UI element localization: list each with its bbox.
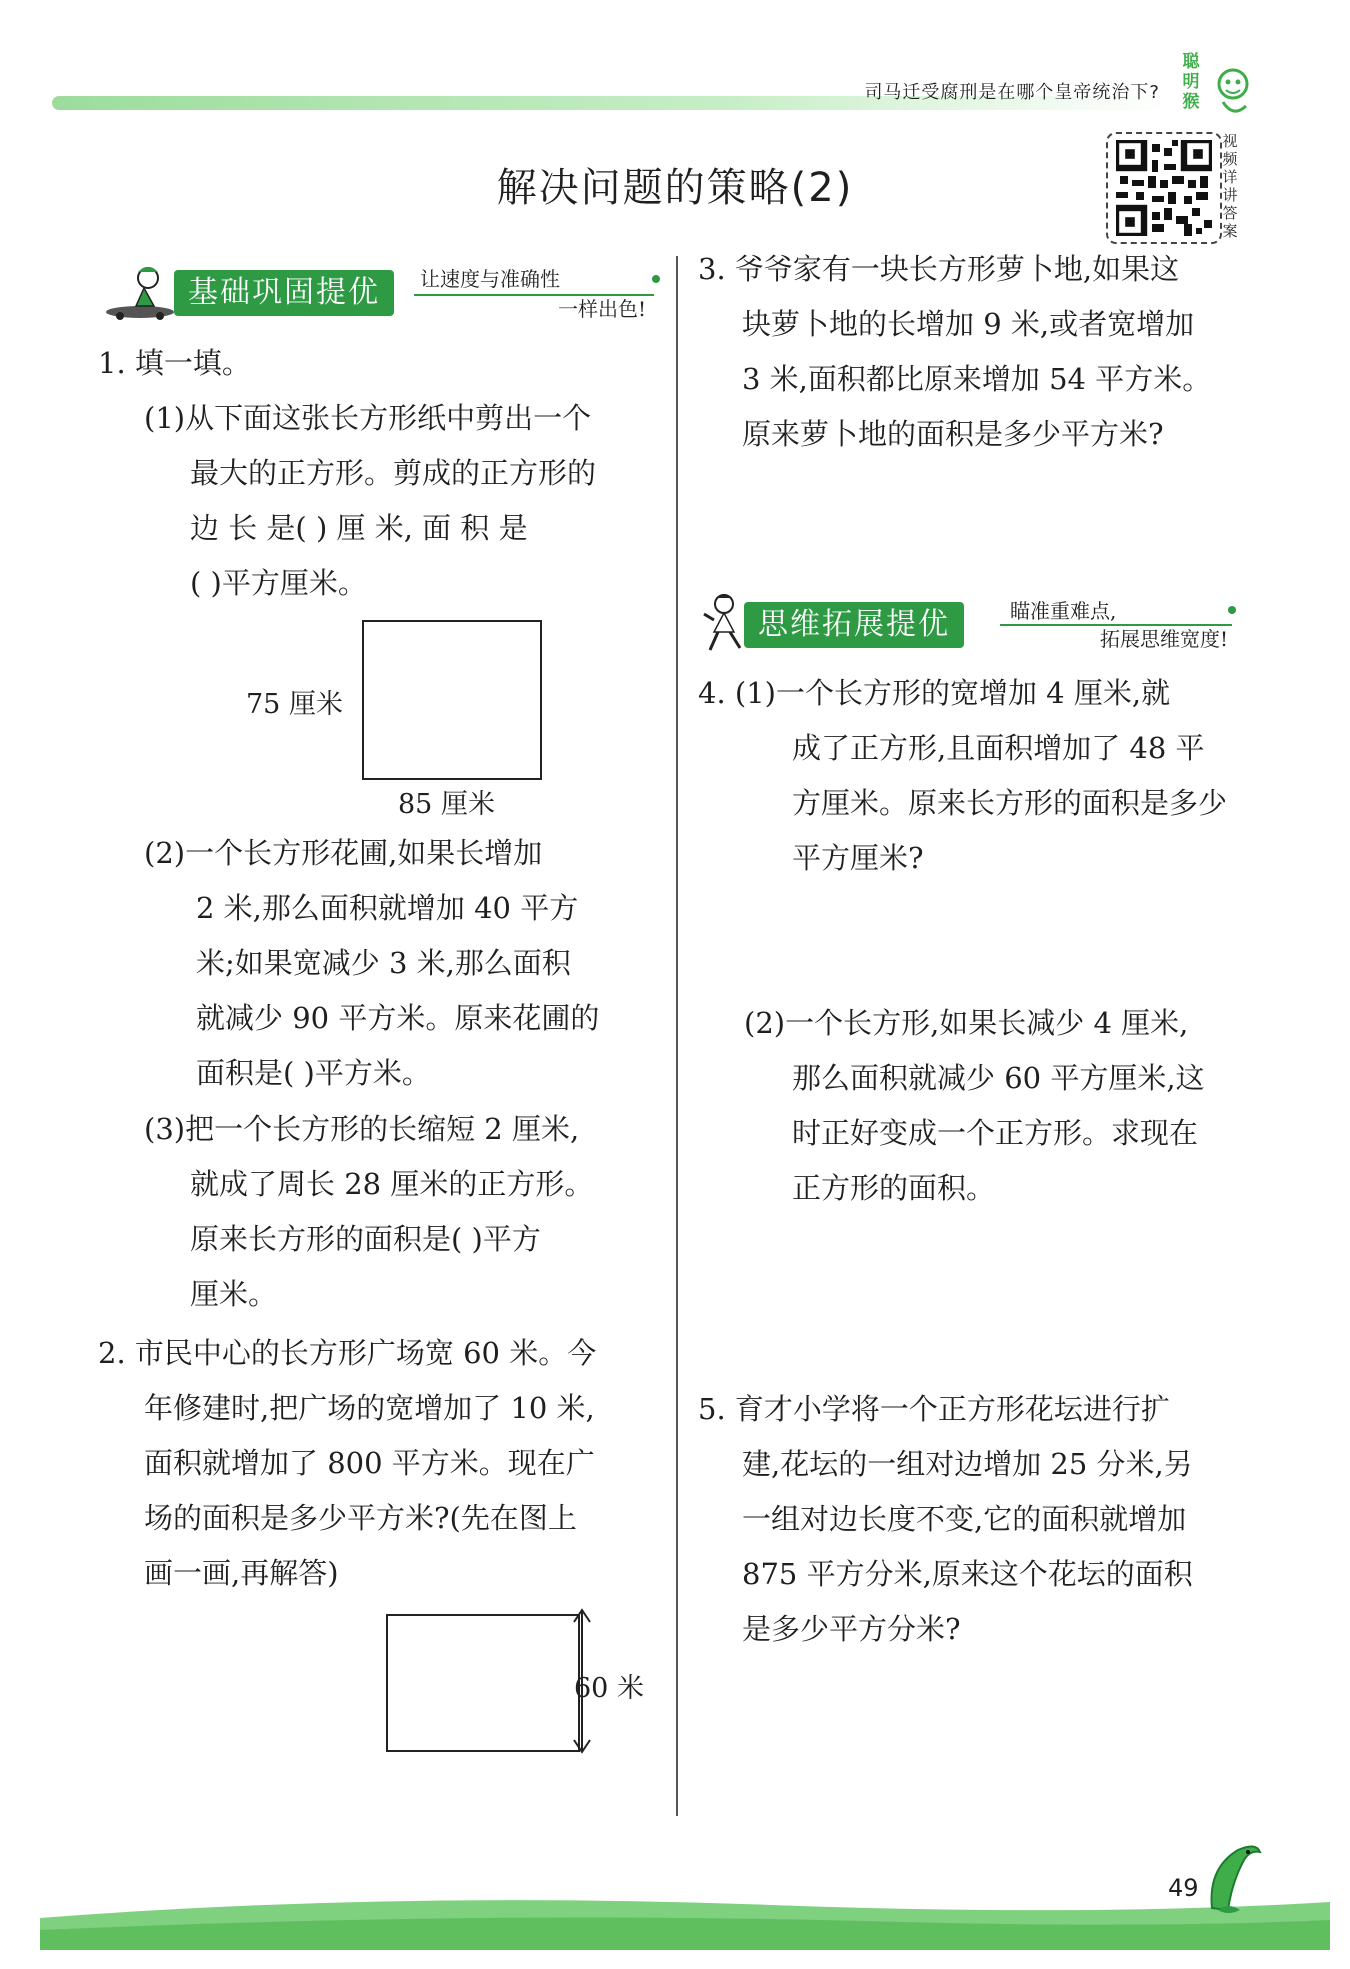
q1-2-line3: 米;如果宽减少 3 米,那么面积 (196, 946, 571, 980)
q3-line4: 原来萝卜地的面积是多少平方米? (742, 417, 1164, 451)
column-divider (676, 256, 678, 1816)
header-question: 司马迁受腐刑是在哪个皇帝统治下? (864, 82, 1160, 103)
q4-2-line2: 那么面积就减少 60 平方厘米,这 (792, 1061, 1205, 1095)
q2-line3: 面积就增加了 800 平方米。现在广 (144, 1446, 595, 1480)
section-tag-advanced-underline (1000, 624, 1232, 626)
q2-line1: 2. 市民中心的长方形广场宽 60 米。今 (98, 1336, 597, 1370)
section-tag-advanced-line2: 拓展思维宽度! (1099, 627, 1228, 651)
q1-2-line1: (2)一个长方形花圃,如果长增加 (144, 836, 543, 870)
q1-3-line3: 原来长方形的面积是( )平方 (190, 1222, 541, 1256)
figure2-rectangle (386, 1614, 580, 1752)
section-tag-basic-dot (652, 275, 660, 283)
q1-1-line2: 最大的正方形。剪成的正方形的 (190, 456, 597, 490)
figure1-bottom-label: 85 厘米 (398, 789, 495, 820)
section-tag-basic-underline (414, 294, 654, 296)
figure2-width-label: 60 米 (574, 1673, 644, 1704)
q1-3-line1: (3)把一个长方形的长缩短 2 厘米, (144, 1112, 580, 1146)
q4-2-line4: 正方形的面积。 (792, 1171, 996, 1205)
q1-2-line2: 2 米,那么面积就增加 40 平方 (196, 891, 579, 925)
figure1-side-label: 75 厘米 (246, 689, 343, 720)
q1-2-line4: 就减少 90 平方米。原来花圃的 (196, 1001, 600, 1035)
q1-title: 1. 填一填。 (98, 346, 251, 380)
section-tag-basic-line2: 一样出色! (557, 297, 646, 321)
q2-line5: 画一画,再解答) (144, 1556, 339, 1590)
q4-1-line3: 方厘米。原来长方形的面积是多少 (792, 786, 1228, 820)
karate-kid-icon (700, 592, 750, 654)
page-title: 解决问题的策略(2) (496, 165, 854, 211)
q2-line4: 场的面积是多少平方米?(先在图上 (144, 1501, 577, 1535)
monkey-logo-icon (1208, 62, 1258, 122)
section-badge-advanced: 思维拓展提优 (744, 602, 964, 648)
figure1-rectangle (362, 620, 542, 780)
section-tag-advanced-line1: 瞄准重难点, (1010, 599, 1117, 623)
q4-1-line2: 成了正方形,且面积增加了 48 平 (792, 731, 1205, 765)
q4-1-line1: 4. (1)一个长方形的宽增加 4 厘米,就 (698, 676, 1171, 710)
qr-label: 视频详讲答案 (1222, 132, 1238, 240)
logo-text: 聪明猴 (1182, 52, 1200, 112)
q4-2-line1: (2)一个长方形,如果长减少 4 厘米, (744, 1006, 1189, 1040)
qr-code[interactable] (1106, 132, 1222, 244)
q1-2-line5: 面积是( )平方米。 (196, 1056, 431, 1090)
q5-line4: 875 平方分米,原来这个花坛的面积 (742, 1557, 1193, 1591)
dolphin-icon (1198, 1838, 1268, 1918)
section-badge-basic: 基础巩固提优 (174, 270, 394, 316)
q1-3-line2: 就成了周长 28 厘米的正方形。 (190, 1167, 594, 1201)
q1-1-line4: ( )平方厘米。 (190, 566, 367, 600)
q4-1-line4: 平方厘米? (792, 841, 924, 875)
q5-line3: 一组对边长度不变,它的面积就增加 (742, 1502, 1187, 1536)
skateboard-kid-icon (96, 262, 176, 322)
q4-2-line3: 时正好变成一个正方形。求现在 (792, 1116, 1199, 1150)
footer-wave (0, 1880, 1350, 1960)
q5-line5: 是多少平方分米? (742, 1612, 961, 1646)
q5-line2: 建,花坛的一组对边增加 25 分米,另 (742, 1447, 1193, 1481)
q1-1-line3: 边 长 是( ) 厘 米, 面 积 是 (190, 511, 528, 545)
q2-line2: 年修建时,把广场的宽增加了 10 米, (144, 1391, 595, 1425)
section-tag-basic-line1: 让速度与准确性 (420, 267, 560, 291)
page-number: 49 (1168, 1874, 1199, 1902)
q3-line1: 3. 爷爷家有一块长方形萝卜地,如果这 (698, 252, 1180, 286)
q3-line2: 块萝卜地的长增加 9 米,或者宽增加 (742, 307, 1195, 341)
q1-3-line4: 厘米。 (190, 1277, 278, 1311)
q1-1-line1: (1)从下面这张长方形纸中剪出一个 (144, 401, 592, 435)
qr-code-icon (1116, 140, 1212, 236)
q3-line3: 3 米,面积都比原来增加 54 平方米。 (742, 362, 1212, 396)
q5-line1: 5. 育才小学将一个正方形花坛进行扩 (698, 1392, 1170, 1426)
section-tag-advanced-dot (1228, 606, 1236, 614)
